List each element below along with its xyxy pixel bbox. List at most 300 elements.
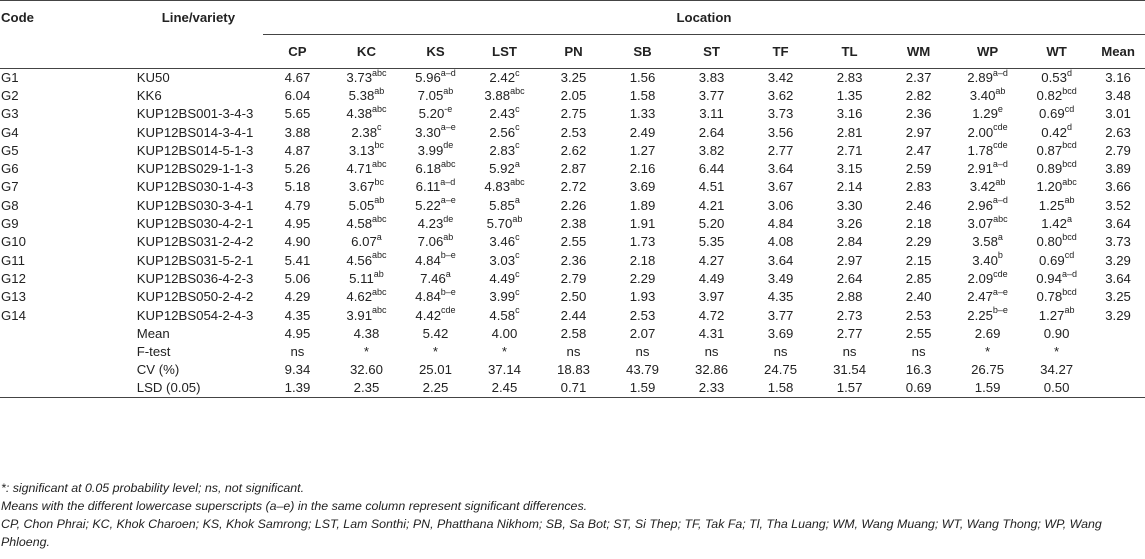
yield-cell: [263, 288, 332, 306]
yield-value: 2.72: [560, 179, 587, 195]
yield-cell: [815, 160, 884, 178]
table-row: [0, 160, 1145, 178]
yield-cell: [332, 306, 401, 324]
yield-value: 1.78: [967, 142, 994, 158]
yield-value: 2.47: [905, 142, 932, 158]
header-location-mean: Mean: [1101, 43, 1135, 59]
yield-cell: [677, 105, 746, 123]
line-variety: KUP12BS031-5-2-1: [136, 252, 254, 268]
yield-value: 5.20: [698, 216, 725, 232]
yield-cell: [332, 87, 401, 105]
significance-superscript: c: [515, 122, 520, 133]
yield-value: 4.95: [284, 216, 311, 232]
table-body: [0, 69, 1145, 398]
yield-value: 3.01: [1105, 106, 1131, 122]
stat-value: 2.58: [560, 325, 587, 341]
yield-cell: [263, 160, 332, 178]
yield-value: 0.69: [1039, 252, 1065, 268]
yield-value: 1.58: [629, 87, 656, 103]
yield-value: 4.84: [415, 289, 441, 305]
line-variety: KUP12BS030-3-4-1: [136, 197, 254, 213]
yield-cell: [815, 69, 884, 87]
yield-value: 2.15: [905, 252, 932, 268]
significance-superscript: e: [997, 103, 1003, 114]
yield-value: 0.94: [1036, 270, 1062, 286]
yield-cell: [815, 197, 884, 215]
yield-value: 4.67: [284, 69, 311, 85]
yield-value: 2.83: [836, 69, 863, 85]
yield-value: 2.53: [560, 124, 587, 140]
stat-value: 9.34: [284, 362, 311, 378]
yield-cell: [263, 215, 332, 233]
yield-cell: [677, 69, 746, 87]
genotype-code: G9: [1, 216, 19, 232]
yield-value: 3.82: [698, 142, 725, 158]
yield-value: 2.83: [489, 142, 516, 158]
significance-superscript: ab: [443, 85, 454, 96]
header-line-variety: Line/variety: [161, 10, 236, 25]
header-location-st: ST: [703, 43, 720, 59]
stat-value: 0.90: [1043, 325, 1070, 341]
stat-label: F-test: [136, 344, 171, 360]
yield-value: 2.59: [905, 161, 932, 177]
yield-value: 2.71: [836, 142, 863, 158]
significance-superscript: abc: [372, 305, 387, 316]
yield-cell: [746, 270, 815, 288]
stat-value: 4.38: [353, 325, 380, 341]
yield-cell: [1091, 233, 1145, 251]
yield-value: 2.53: [905, 307, 932, 323]
yield-value: 2.81: [836, 124, 863, 140]
yield-value: 1.93: [629, 289, 656, 305]
yield-cell: [263, 178, 332, 196]
yield-value: 2.05: [560, 87, 587, 103]
significance-superscript: de: [443, 140, 454, 151]
yield-value: 4.84: [415, 252, 441, 268]
yield-value: 4.23: [417, 216, 444, 232]
stat-value: 25.01: [418, 362, 452, 378]
significance-superscript: c: [515, 231, 520, 242]
significance-superscript: abc: [510, 85, 525, 96]
stat-value: 31.54: [833, 362, 867, 378]
yield-cell: [332, 215, 401, 233]
genotype-code: G7: [1, 179, 19, 195]
yield-cell: [953, 270, 1022, 288]
yield-cell: [401, 197, 470, 215]
header-location: Location: [263, 1, 1145, 35]
yield-value: 3.88: [484, 87, 511, 103]
significance-superscript: abc: [993, 213, 1008, 224]
yield-cell: [470, 251, 539, 269]
yield-cell: [608, 142, 677, 160]
genotype-code: G14: [1, 307, 26, 323]
stat-value: 1.59: [629, 380, 656, 396]
yield-cell: [470, 215, 539, 233]
yield-value: 3.03: [489, 252, 516, 268]
yield-value: 2.62: [560, 142, 587, 158]
yield-cell: [1091, 123, 1145, 141]
significance-superscript: a: [997, 231, 1003, 242]
yield-cell: [608, 178, 677, 196]
line-variety: KUP12BS001-3-4-3: [136, 106, 254, 122]
yield-cell: [401, 178, 470, 196]
line-variety: KUP12BS050-2-4-2: [136, 289, 254, 305]
yield-cell: [470, 197, 539, 215]
yield-value: 2.49: [629, 124, 656, 140]
yield-value: 4.29: [284, 289, 311, 305]
yield-value: 0.78: [1036, 289, 1063, 305]
yield-cell: [1022, 288, 1091, 306]
yield-cell: [1022, 160, 1091, 178]
yield-cell: [884, 288, 953, 306]
yield-cell: [953, 69, 1022, 87]
yield-cell: [263, 142, 332, 160]
header-location-ks: KS: [426, 43, 445, 59]
stat-row: [0, 361, 1145, 379]
yield-cell: [263, 123, 332, 141]
table-row: [0, 233, 1145, 251]
stat-value: 2.25: [422, 380, 449, 396]
yield-value: 2.38: [351, 124, 378, 140]
stat-value: 4.95: [284, 325, 311, 341]
stat-value: 2.69: [974, 325, 1001, 341]
significance-superscript: a–e: [440, 195, 456, 206]
yield-value: 4.84: [767, 216, 794, 232]
header-location-sb: SB: [633, 43, 652, 59]
yield-value: 3.52: [1105, 197, 1131, 213]
yield-value: 4.35: [284, 307, 311, 323]
stat-value: 4.00: [491, 325, 518, 341]
yield-cell: [677, 215, 746, 233]
yield-cell: [263, 233, 332, 251]
yield-value: 4.08: [767, 234, 794, 250]
yield-cell: [539, 178, 608, 196]
yield-cell: [815, 270, 884, 288]
significance-superscript: bcd: [1062, 158, 1077, 169]
line-variety: KUP12BS030-1-4-3: [136, 179, 254, 195]
stat-value: 1.58: [767, 380, 794, 396]
yield-cell: [608, 123, 677, 141]
significance-superscript: a–e: [992, 286, 1008, 297]
yield-cell: [815, 233, 884, 251]
yield-value: 3.99: [489, 289, 516, 305]
stat-value: *: [1054, 344, 1060, 360]
stat-spacer: [0, 361, 66, 379]
significance-superscript: a–d: [440, 67, 456, 78]
significance-superscript: ab: [443, 231, 454, 242]
yield-value: 5.26: [284, 161, 311, 177]
yield-cell: [470, 270, 539, 288]
yield-value: 5.38: [348, 87, 375, 103]
yield-cell: [263, 105, 332, 123]
stat-value: ns: [911, 344, 926, 360]
table-row: [0, 215, 1145, 233]
significance-superscript: de: [443, 213, 454, 224]
yield-value: 2.38: [560, 216, 587, 232]
stat-value: 43.79: [626, 362, 660, 378]
genotype-code: G6: [1, 161, 19, 177]
yield-cell: [1091, 178, 1145, 196]
significance-superscript: ab: [512, 213, 523, 224]
stat-value: *: [501, 344, 508, 360]
yield-value: 2.63: [1105, 124, 1131, 140]
significance-superscript: a–d: [992, 67, 1008, 78]
yield-value: 3.40: [969, 87, 996, 103]
footnote-abbreviations: CP, Chon Phrai; KC, Khok Charoen; KS, Khok Samrong; LST, Lam Sonthi; PN, Phatthana Nikhom; SB, Sa Bot; ST, Si Thep; TF, Tak Fa; Tl, Tha Luang; WM, Wang Muang; WT, Wang Thong; WP, Wang Phloeng.: [1, 517, 1102, 549]
yield-value: 0.69: [1039, 106, 1065, 122]
yield-cell: [539, 233, 608, 251]
yield-cell: [1091, 251, 1145, 269]
table-row: [0, 87, 1145, 105]
yield-value: 4.71: [346, 161, 373, 177]
yield-value: 2.42: [489, 69, 516, 85]
yield-cell: [263, 306, 332, 324]
yield-value: 3.15: [836, 161, 863, 177]
yield-value: 3.64: [767, 252, 794, 268]
yield-value: 3.73: [1105, 234, 1131, 250]
yield-cell: [401, 142, 470, 160]
header-location-tl: TL: [841, 43, 858, 59]
yield-value: 3.13: [348, 142, 375, 158]
yield-cell: [1091, 197, 1145, 215]
yield-value: 4.49: [698, 270, 725, 286]
yield-cell: [1022, 87, 1091, 105]
yield-cell: [608, 160, 677, 178]
stat-row: [0, 325, 1145, 343]
yield-cell: [539, 105, 608, 123]
yield-cell: [746, 123, 815, 141]
yield-cell: [332, 251, 401, 269]
yield-cell: [401, 215, 470, 233]
yield-cell: [332, 288, 401, 306]
genotype-code: G4: [1, 124, 19, 140]
yield-value: 3.64: [767, 161, 794, 177]
yield-cell: [608, 69, 677, 87]
significance-superscript: abc: [510, 177, 525, 188]
significance-superscript: ab: [374, 195, 385, 206]
significance-superscript: abc: [372, 158, 387, 169]
yield-value: 5.22: [415, 197, 441, 213]
yield-value: 3.64: [1105, 270, 1131, 286]
yield-cell: [677, 160, 746, 178]
yield-cell: [884, 87, 953, 105]
genotype-code: G13: [1, 289, 26, 305]
yield-cell: [815, 251, 884, 269]
significance-superscript: ab: [995, 177, 1006, 188]
yield-value: 2.29: [905, 234, 932, 250]
stat-value: 26.75: [971, 362, 1005, 378]
yield-cell: [884, 197, 953, 215]
significance-superscript: a: [445, 268, 451, 279]
yield-value: 4.35: [767, 289, 794, 305]
yield-cell: [608, 215, 677, 233]
yield-value: 2.73: [836, 307, 863, 323]
yield-value: 7.06: [417, 234, 444, 250]
yield-value: 2.84: [836, 234, 863, 250]
yield-cell: [746, 160, 815, 178]
footnote-significance: *: significant at 0.05 probability level; ns, not significant.: [1, 481, 305, 495]
yield-cell: [539, 288, 608, 306]
yield-value: 2.44: [560, 307, 587, 323]
yield-value: 2.36: [905, 106, 932, 122]
stat-label: Mean: [136, 325, 170, 341]
yield-value: 2.55: [560, 234, 587, 250]
yield-cell: [470, 105, 539, 123]
yield-value: 3.67: [348, 179, 375, 195]
yield-cell: [470, 306, 539, 324]
yield-cell: [608, 197, 677, 215]
yield-value: 1.20: [1036, 179, 1063, 195]
yield-cell: [953, 142, 1022, 160]
yield-value: 4.56: [346, 252, 373, 268]
significance-superscript: ab: [374, 85, 385, 96]
table-row: [0, 270, 1145, 288]
yield-value: 1.56: [629, 69, 656, 85]
significance-superscript: b–e: [992, 305, 1008, 316]
stat-value: 5.42: [422, 325, 449, 341]
significance-superscript: c: [377, 122, 382, 133]
yield-cell: [263, 197, 332, 215]
yield-cell: [884, 233, 953, 251]
yield-value: 6.04: [284, 87, 311, 103]
significance-superscript: cde: [441, 305, 456, 316]
line-variety: KUP12BS029-1-1-3: [136, 161, 254, 177]
yield-cell: [608, 233, 677, 251]
yield-cell: [815, 123, 884, 141]
stat-value: *: [432, 344, 439, 360]
yield-cell: [677, 233, 746, 251]
stat-value: 32.86: [695, 362, 729, 378]
line-variety: KK6: [136, 87, 162, 103]
significance-superscript: b: [997, 250, 1003, 261]
yield-value: 3.26: [836, 216, 863, 232]
yield-value: 3.89: [1105, 161, 1131, 177]
yield-value: 1.35: [836, 87, 863, 103]
yield-value: 3.25: [1105, 289, 1131, 305]
significance-superscript: abc: [372, 67, 387, 78]
yield-value: 2.14: [836, 179, 863, 195]
significance-superscript: abc: [1062, 177, 1077, 188]
significance-superscript: -e: [444, 103, 453, 114]
yield-cell: [746, 288, 815, 306]
header-location-cp: CP: [288, 43, 307, 59]
yield-cell: [332, 178, 401, 196]
yield-value: 3.67: [767, 179, 794, 195]
yield-cell: [539, 160, 608, 178]
table-row: [0, 142, 1145, 160]
yield-cell: [677, 306, 746, 324]
yield-cell: [884, 251, 953, 269]
significance-superscript: a: [514, 195, 520, 206]
significance-superscript: a–d: [440, 177, 456, 188]
yield-cell: [1091, 288, 1145, 306]
stat-value: 0.69: [905, 380, 932, 396]
yield-value: 2.40: [905, 289, 932, 305]
stat-value: ns: [290, 344, 305, 360]
yield-cell: [815, 178, 884, 196]
yield-value: 2.85: [905, 270, 932, 286]
line-variety: KUP12BS036-4-2-3: [136, 270, 254, 286]
yield-value: 2.79: [560, 270, 587, 286]
stat-value: 1.57: [836, 380, 863, 396]
genotype-code: G2: [1, 87, 19, 103]
significance-superscript: c: [515, 305, 520, 316]
yield-cell: [401, 123, 470, 141]
stat-value: 2.55: [905, 325, 932, 341]
yield-value: 7.05: [417, 87, 444, 103]
yield-value: 3.77: [767, 307, 794, 323]
yield-value: 3.06: [767, 197, 794, 213]
yield-value: 2.82: [905, 87, 932, 103]
significance-superscript: c: [515, 103, 520, 114]
significance-superscript: cde: [993, 122, 1008, 133]
yield-value: 4.79: [284, 197, 311, 213]
genotype-code: G11: [1, 252, 25, 268]
yield-value: 4.49: [489, 270, 516, 286]
yield-value: 5.96: [415, 69, 441, 85]
yield-value: 3.49: [767, 270, 794, 286]
yield-cell: [401, 306, 470, 324]
yield-cell: [746, 105, 815, 123]
header-code: Code: [1, 10, 34, 25]
yield-cell: [332, 160, 401, 178]
yield-cell: [608, 270, 677, 288]
yield-cell: [401, 288, 470, 306]
yield-value: 5.65: [284, 106, 311, 122]
yield-cell: [677, 178, 746, 196]
yield-value: 1.42: [1041, 216, 1067, 232]
yield-cell: [539, 197, 608, 215]
yield-value: 4.90: [284, 234, 311, 250]
yield-value: 4.72: [698, 307, 725, 323]
significance-superscript: a: [514, 158, 520, 169]
stat-value: 2.77: [836, 325, 863, 341]
line-variety: KUP12BS014-5-1-3: [136, 142, 254, 158]
genotype-code: G3: [1, 106, 19, 122]
significance-superscript: a: [1066, 213, 1072, 224]
yield-cell: [401, 270, 470, 288]
yield-value: 1.89: [629, 197, 656, 213]
significance-superscript: d: [1066, 67, 1072, 78]
stat-value: 32.60: [349, 362, 383, 378]
yield-value: 2.43: [489, 106, 516, 122]
yield-cell: [332, 123, 401, 141]
table-row: [0, 123, 1145, 141]
yield-value: 1.27: [1038, 307, 1065, 323]
yield-cell: [539, 69, 608, 87]
yield-cell: [815, 87, 884, 105]
yield-cell: [401, 87, 470, 105]
table-row: [0, 306, 1145, 324]
yield-value: 3.29: [1105, 307, 1131, 323]
yield-cell: [884, 123, 953, 141]
yield-value: 3.88: [284, 124, 311, 140]
stat-label: LSD (0.05): [136, 380, 201, 396]
yield-cell: [953, 87, 1022, 105]
table-row: [0, 251, 1145, 269]
significance-superscript: bcd: [1062, 140, 1077, 151]
yield-value: 3.16: [1105, 69, 1131, 85]
significance-superscript: c: [515, 250, 520, 261]
yield-value: 3.62: [767, 87, 794, 103]
yield-value: 4.21: [698, 197, 725, 213]
yield-cell: [746, 69, 815, 87]
yield-value: 2.00: [967, 124, 994, 140]
yield-value: 4.62: [346, 289, 373, 305]
stat-value: ns: [773, 344, 788, 360]
stat-value: *: [363, 344, 370, 360]
significance-superscript: abc: [372, 213, 387, 224]
